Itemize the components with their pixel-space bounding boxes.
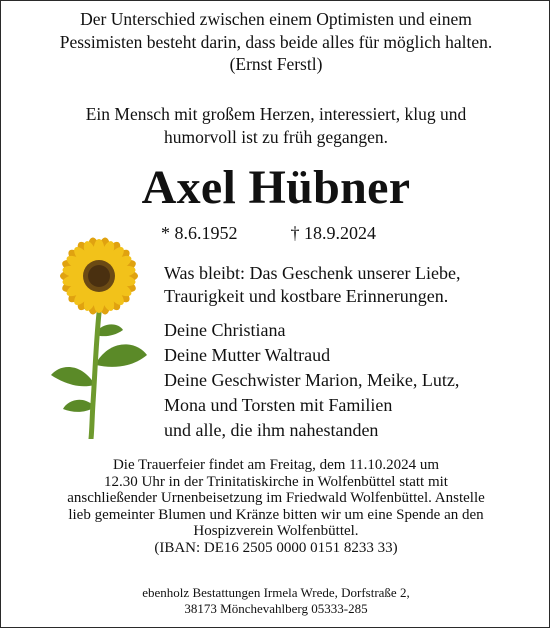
- intro-line: Ein Mensch mit großem Herzen, interessiert, klug und: [85, 104, 467, 124]
- quote-line: Der Unterschied zwischen einem Optimisten und einem: [80, 9, 472, 29]
- service-line: 12.30 Uhr in der Trinitatiskirche in Wolfenbüttel statt mit: [104, 473, 448, 490]
- funeral-service-info: [1, 457, 550, 556]
- mourner: Mona und Torsten mit Familien: [164, 395, 393, 415]
- life-dates: [161, 221, 376, 245]
- mourner: Deine Mutter Waltraud: [164, 345, 331, 365]
- remembrance-line: Was bleibt: Das Geschenk unserer Liebe,: [164, 263, 461, 283]
- quote-line: Pessimisten besteht darin, dass beide alles für möglich halten.: [59, 31, 493, 52]
- quote: [1, 8, 550, 76]
- intro-text: [1, 103, 550, 148]
- intro-line: humorvoll ist zu früh gegangen.: [163, 126, 389, 147]
- service-line: lieb gemeinter Blumen und Kränze bitten wir um eine Spende an den: [68, 506, 484, 523]
- service-line: Hospizverein Wolfenbüttel.: [193, 523, 359, 539]
- mourners-list: [164, 318, 459, 443]
- sunflower-icon: [49, 233, 149, 439]
- birth-date: * 8.6.1952: [161, 223, 238, 243]
- undertaker-line: 38173 Mönchevahlberg 05333-285: [184, 601, 368, 616]
- service-line: anschließender Urnenbeisetzung im Friedwald Wolfenbüttel. Anstelle: [67, 490, 485, 506]
- mourner: Deine Christiana: [164, 320, 286, 340]
- remembrance-text: [164, 262, 460, 307]
- quote-author: (Ernst Ferstl): [229, 54, 323, 74]
- undertaker-info: [1, 585, 550, 617]
- deceased-name: Axel Hübner: [141, 161, 411, 214]
- sunflower-leaf: [63, 400, 93, 412]
- donation-iban: (IBAN: DE16 2505 0000 0151 8233 33): [154, 539, 398, 556]
- death-date: † 18.9.2024: [290, 223, 376, 243]
- sunflower-leaf: [51, 367, 94, 386]
- service-line: Die Trauerfeier findet am Freitag, dem 11.10.2024 um: [112, 457, 440, 473]
- mourner: Deine Geschwister Marion, Meike, Lutz,: [164, 370, 460, 390]
- remembrance-line: Traurigkeit und kostbare Erinnerungen.: [164, 285, 449, 306]
- undertaker-line: ebenholz Bestattungen Irmela Wrede, Dorfstraße 2,: [142, 585, 410, 600]
- mourner: und alle, die ihm nahestanden: [164, 420, 379, 440]
- sunflower-leaf: [96, 344, 147, 367]
